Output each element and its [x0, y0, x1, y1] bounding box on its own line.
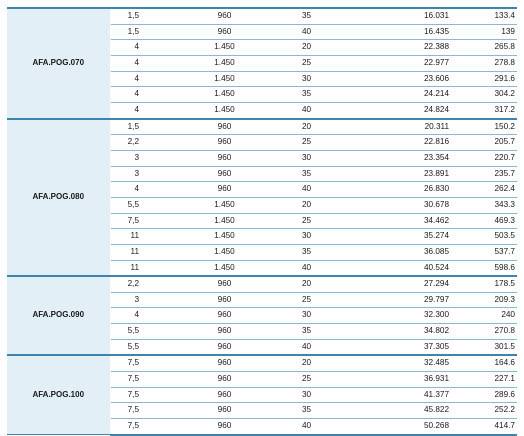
rpm-cell: 960 — [167, 339, 282, 355]
rpm-cell: 960 — [167, 24, 282, 40]
angle-cell: 25 — [282, 55, 343, 71]
airflow-cell: 16.031 — [343, 8, 469, 24]
power-cell: 5,5 — [110, 339, 167, 355]
power-cell: 5,5 — [110, 324, 167, 340]
pressure-cell: 469.3 — [469, 213, 517, 229]
power-cell: 1,5 — [110, 8, 167, 24]
rpm-cell: 1.450 — [167, 40, 282, 56]
power-cell: 3 — [110, 150, 167, 166]
rpm-cell: 960 — [167, 166, 282, 182]
rpm-cell: 1.450 — [167, 213, 282, 229]
power-cell: 4 — [110, 55, 167, 71]
angle-cell: 20 — [282, 276, 343, 292]
table-row — [7, 8, 517, 24]
table-row — [7, 276, 517, 292]
pressure-cell: 220.7 — [469, 150, 517, 166]
angle-cell: 25 — [282, 213, 343, 229]
angle-cell: 40 — [282, 339, 343, 355]
pressure-cell: 537.7 — [469, 244, 517, 260]
angle-cell: 35 — [282, 403, 343, 419]
power-cell: 3 — [110, 292, 167, 308]
power-cell: 4 — [110, 102, 167, 118]
pressure-cell: 414.7 — [469, 419, 517, 435]
pressure-cell: 343.3 — [469, 197, 517, 213]
rpm-cell: 960 — [167, 292, 282, 308]
table-row — [7, 355, 517, 371]
power-cell: 7,5 — [110, 213, 167, 229]
model-group — [7, 355, 517, 434]
airflow-cell: 16.435 — [343, 24, 469, 40]
power-cell: 7,5 — [110, 403, 167, 419]
airflow-cell: 27.294 — [343, 276, 469, 292]
pressure-cell: 205.7 — [469, 135, 517, 151]
angle-cell: 35 — [282, 244, 343, 260]
airflow-cell: 24.214 — [343, 87, 469, 103]
power-cell: 4 — [110, 308, 167, 324]
rpm-cell: 1.450 — [167, 87, 282, 103]
pressure-cell: 265.8 — [469, 40, 517, 56]
power-cell: 5,5 — [110, 197, 167, 213]
power-cell: 3 — [110, 166, 167, 182]
angle-cell: 25 — [282, 135, 343, 151]
rpm-cell: 960 — [167, 276, 282, 292]
angle-cell: 25 — [282, 372, 343, 388]
spec-table-sheet — [7, 7, 517, 436]
angle-cell: 20 — [282, 40, 343, 56]
airflow-cell: 20.311 — [343, 119, 469, 135]
rpm-cell: 1.450 — [167, 197, 282, 213]
pressure-cell: 262.4 — [469, 182, 517, 198]
power-cell: 7,5 — [110, 355, 167, 371]
angle-cell: 35 — [282, 8, 343, 24]
airflow-cell: 23.354 — [343, 150, 469, 166]
airflow-cell: 36.931 — [343, 372, 469, 388]
rpm-cell: 1.450 — [167, 71, 282, 87]
pressure-cell: 178.5 — [469, 276, 517, 292]
pressure-cell: 317.2 — [469, 102, 517, 118]
power-cell: 7,5 — [110, 387, 167, 403]
rpm-cell: 960 — [167, 387, 282, 403]
airflow-cell: 22.388 — [343, 40, 469, 56]
airflow-cell: 24.824 — [343, 102, 469, 118]
airflow-cell: 35.274 — [343, 229, 469, 245]
model-label: AFA.POG.080 — [7, 119, 110, 277]
rpm-cell: 960 — [167, 150, 282, 166]
rpm-cell: 960 — [167, 324, 282, 340]
angle-cell: 40 — [282, 24, 343, 40]
pressure-cell: 209.3 — [469, 292, 517, 308]
rpm-cell: 1.450 — [167, 55, 282, 71]
airflow-cell: 36.085 — [343, 244, 469, 260]
rpm-cell: 960 — [167, 372, 282, 388]
pressure-cell: 164.6 — [469, 355, 517, 371]
airflow-cell: 50.268 — [343, 419, 469, 435]
model-group — [7, 119, 517, 277]
angle-cell: 25 — [282, 292, 343, 308]
airflow-cell: 34.462 — [343, 213, 469, 229]
power-cell: 1,5 — [110, 24, 167, 40]
power-cell: 7,5 — [110, 419, 167, 435]
pressure-cell: 235.7 — [469, 166, 517, 182]
airflow-cell: 40.524 — [343, 260, 469, 276]
pressure-cell: 133.4 — [469, 8, 517, 24]
airflow-cell: 29.797 — [343, 292, 469, 308]
airflow-cell: 32.485 — [343, 355, 469, 371]
pressure-cell: 301.5 — [469, 339, 517, 355]
power-cell: 11 — [110, 244, 167, 260]
fan-performance-table — [7, 7, 517, 436]
angle-cell: 40 — [282, 419, 343, 435]
airflow-cell: 34.802 — [343, 324, 469, 340]
pressure-cell: 252.2 — [469, 403, 517, 419]
model-label: AFA.POG.070 — [7, 8, 110, 119]
rpm-cell: 960 — [167, 119, 282, 135]
airflow-cell: 32.300 — [343, 308, 469, 324]
model-label: AFA.POG.100 — [7, 355, 110, 434]
airflow-cell: 22.816 — [343, 135, 469, 151]
pressure-cell: 291.6 — [469, 71, 517, 87]
pressure-cell: 227.1 — [469, 372, 517, 388]
model-group — [7, 276, 517, 355]
rpm-cell: 1.450 — [167, 244, 282, 260]
power-cell: 4 — [110, 40, 167, 56]
pressure-cell: 503.5 — [469, 229, 517, 245]
angle-cell: 20 — [282, 197, 343, 213]
angle-cell: 30 — [282, 150, 343, 166]
pressure-cell: 139 — [469, 24, 517, 40]
airflow-cell: 30.678 — [343, 197, 469, 213]
model-group — [7, 8, 517, 119]
airflow-cell: 37.305 — [343, 339, 469, 355]
airflow-cell: 41.377 — [343, 387, 469, 403]
pressure-cell: 598.6 — [469, 260, 517, 276]
rpm-cell: 960 — [167, 182, 282, 198]
rpm-cell: 960 — [167, 8, 282, 24]
power-cell: 4 — [110, 87, 167, 103]
power-cell: 4 — [110, 71, 167, 87]
angle-cell: 35 — [282, 87, 343, 103]
airflow-cell: 22.977 — [343, 55, 469, 71]
power-cell: 2,2 — [110, 276, 167, 292]
angle-cell: 30 — [282, 229, 343, 245]
pressure-cell: 240 — [469, 308, 517, 324]
power-cell: 1,5 — [110, 119, 167, 135]
angle-cell: 35 — [282, 324, 343, 340]
angle-cell: 30 — [282, 71, 343, 87]
airflow-cell: 23.606 — [343, 71, 469, 87]
angle-cell: 40 — [282, 102, 343, 118]
rpm-cell: 1.450 — [167, 102, 282, 118]
table-row — [7, 119, 517, 135]
angle-cell: 20 — [282, 355, 343, 371]
airflow-cell: 26.830 — [343, 182, 469, 198]
pressure-cell: 289.6 — [469, 387, 517, 403]
angle-cell: 30 — [282, 308, 343, 324]
pressure-cell: 270.8 — [469, 324, 517, 340]
pressure-cell: 304.2 — [469, 87, 517, 103]
angle-cell: 40 — [282, 182, 343, 198]
power-cell: 11 — [110, 229, 167, 245]
power-cell: 4 — [110, 182, 167, 198]
pressure-cell: 278.8 — [469, 55, 517, 71]
model-label: AFA.POG.090 — [7, 276, 110, 355]
angle-cell: 35 — [282, 166, 343, 182]
rpm-cell: 960 — [167, 403, 282, 419]
power-cell: 7,5 — [110, 372, 167, 388]
angle-cell: 20 — [282, 119, 343, 135]
airflow-cell: 45.822 — [343, 403, 469, 419]
angle-cell: 30 — [282, 387, 343, 403]
rpm-cell: 1.450 — [167, 229, 282, 245]
rpm-cell: 960 — [167, 135, 282, 151]
rpm-cell: 960 — [167, 355, 282, 371]
angle-cell: 40 — [282, 260, 343, 276]
airflow-cell: 23.891 — [343, 166, 469, 182]
power-cell: 2,2 — [110, 135, 167, 151]
pressure-cell: 150.2 — [469, 119, 517, 135]
rpm-cell: 960 — [167, 419, 282, 435]
rpm-cell: 960 — [167, 308, 282, 324]
power-cell: 11 — [110, 260, 167, 276]
rpm-cell: 1.450 — [167, 260, 282, 276]
